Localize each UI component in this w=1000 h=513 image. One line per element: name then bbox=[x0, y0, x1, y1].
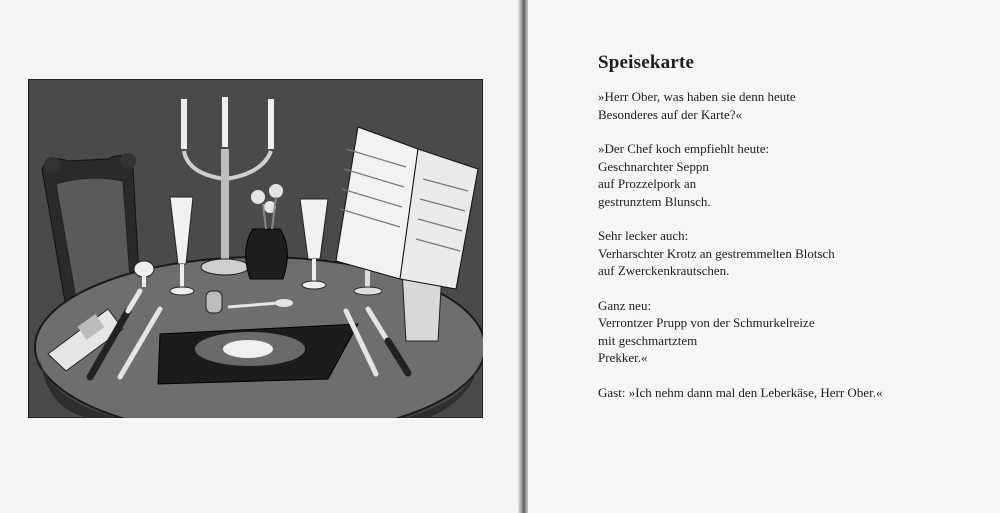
stanza bbox=[598, 227, 988, 280]
salt-shaker-icon bbox=[206, 291, 222, 313]
poem-line: Besonderes auf der Karte?« bbox=[598, 106, 743, 122]
plate-icon bbox=[158, 324, 358, 384]
poem-title: Speisekarte bbox=[598, 52, 695, 73]
illustration-drawing bbox=[28, 79, 483, 418]
poem-line: mit geschmartztem bbox=[598, 332, 698, 348]
book-gutter bbox=[518, 0, 528, 513]
poem-line: Gast: »Ich nehm dann mal den Leberkäse, Herr Ober.« bbox=[598, 384, 883, 400]
poem-line: Ganz neu: bbox=[598, 297, 652, 313]
poem-line: »Herr Ober, was haben sie denn heute bbox=[598, 89, 796, 104]
poem-line: Verharschter Krotz an gestremmelten Blotsch bbox=[598, 245, 835, 261]
poem-line: gestrunztem Blunsch. bbox=[598, 193, 711, 209]
stanza bbox=[598, 88, 988, 123]
poem bbox=[598, 52, 988, 418]
poem-line: Prekker.« bbox=[598, 350, 648, 365]
poem-line: auf Zwerckenkrautschen. bbox=[598, 263, 730, 278]
poem-line: Verrontzer Prupp von der Schmurkelreize bbox=[598, 315, 815, 330]
poem-line: »Der Chef koch empfiehlt heute: bbox=[598, 141, 770, 156]
poem-line: Geschnarchter Seppn bbox=[598, 158, 709, 174]
stanza bbox=[598, 384, 988, 402]
poem-line: Sehr lecker auch: bbox=[598, 228, 689, 243]
restaurant-table-illustration bbox=[28, 79, 483, 418]
poem-line: auf Prozzelpork an bbox=[598, 176, 697, 191]
stanza bbox=[598, 140, 988, 210]
stanza bbox=[598, 297, 988, 367]
right-page bbox=[528, 0, 1000, 513]
